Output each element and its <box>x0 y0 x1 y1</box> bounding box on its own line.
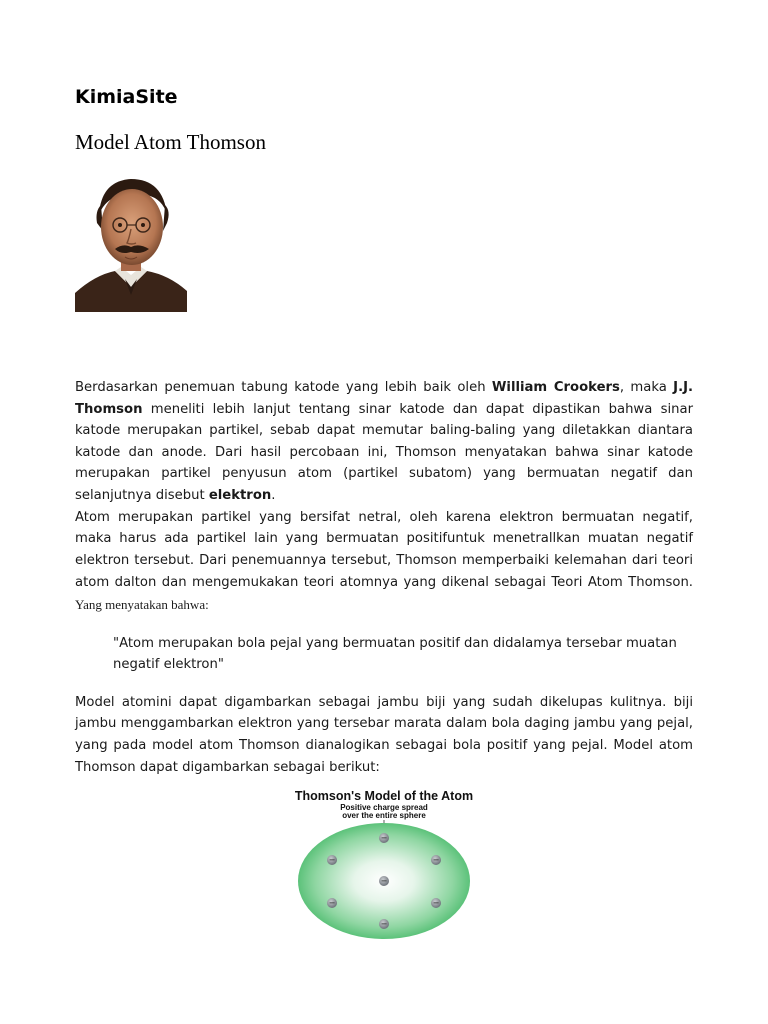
electron-sign: − <box>380 833 388 843</box>
diagram-title: Thomson's Model of the Atom <box>294 789 474 803</box>
thomson-atom-diagram <box>240 788 528 944</box>
name-william-crookers: William Crookers <box>491 380 620 395</box>
page-title: Model Atom Thomson <box>75 130 266 154</box>
paragraph-analogy: Model atomini dapat digambarkan sebagai jambu biji yang sudah dikelupas kulitnya. biji jambu menggambarkan elektron yang tersebar marata dalam bola daging jambu yang pejal, yang pada model atom Thomson dianalogikan sebagai bola positif yang pejal. Model atom Thomson dapat digambarkan sebagai berikut: <box>75 694 693 775</box>
site-name: KimiaSite <box>75 86 178 108</box>
term-elektron: elektron <box>208 487 272 503</box>
electron-sign: − <box>328 855 336 865</box>
portrait-image <box>75 175 187 312</box>
electron-sign: − <box>380 876 388 886</box>
electron-sign: − <box>432 855 440 865</box>
diagram-caption-line1: Positive charge spread <box>340 803 428 812</box>
paragraph-theory: Atom merupakan partikel yang bersifat netral, oleh karena elektron bermuatan negatif, maka harus ada partikel lain yang bermuatan positifuntuk menetrallkan muatan negatif elektron tersebut. Dari penemuannya tersebut, Thomson memperbaiki kelemahan dari teori atom dalton dan mengemukakan teori atomnya yang dikenal sebagai Teori Atom Thomson. Yang menyatakan bahwa: <box>75 509 693 612</box>
article-body <box>75 377 693 778</box>
electron-sign: − <box>328 898 336 908</box>
quote-thomson-theory: "Atom merupakan bola pejal yang bermuatan positif dan didalamya tersebar muatan negatif elektron" <box>113 635 677 673</box>
name-jj-thomson: J.J. Thomson <box>75 380 693 417</box>
diagram-caption-line2: over the entire sphere <box>342 811 426 820</box>
electron-sign: − <box>380 919 388 929</box>
paragraph-intro: Berdasarkan penemuan tabung katode yang lebih baik oleh William Crookers, maka J.J. Thomson meneliti lebih lanjut tentang sinar katode dan dapat dipastikan bahwa sinar katode merupakan partikel, sebab dapat memutar baling-baling yang diletakkan diantara katode dan anode. Dari hasil percobaan ini, Thomson menyatakan bahwa sinar katode merupakan partikel penyusun atom (partikel subatom) yang bermuatan negatif dan selanjutnya disebut elektron. <box>75 380 693 503</box>
electron-sign: − <box>432 898 440 908</box>
